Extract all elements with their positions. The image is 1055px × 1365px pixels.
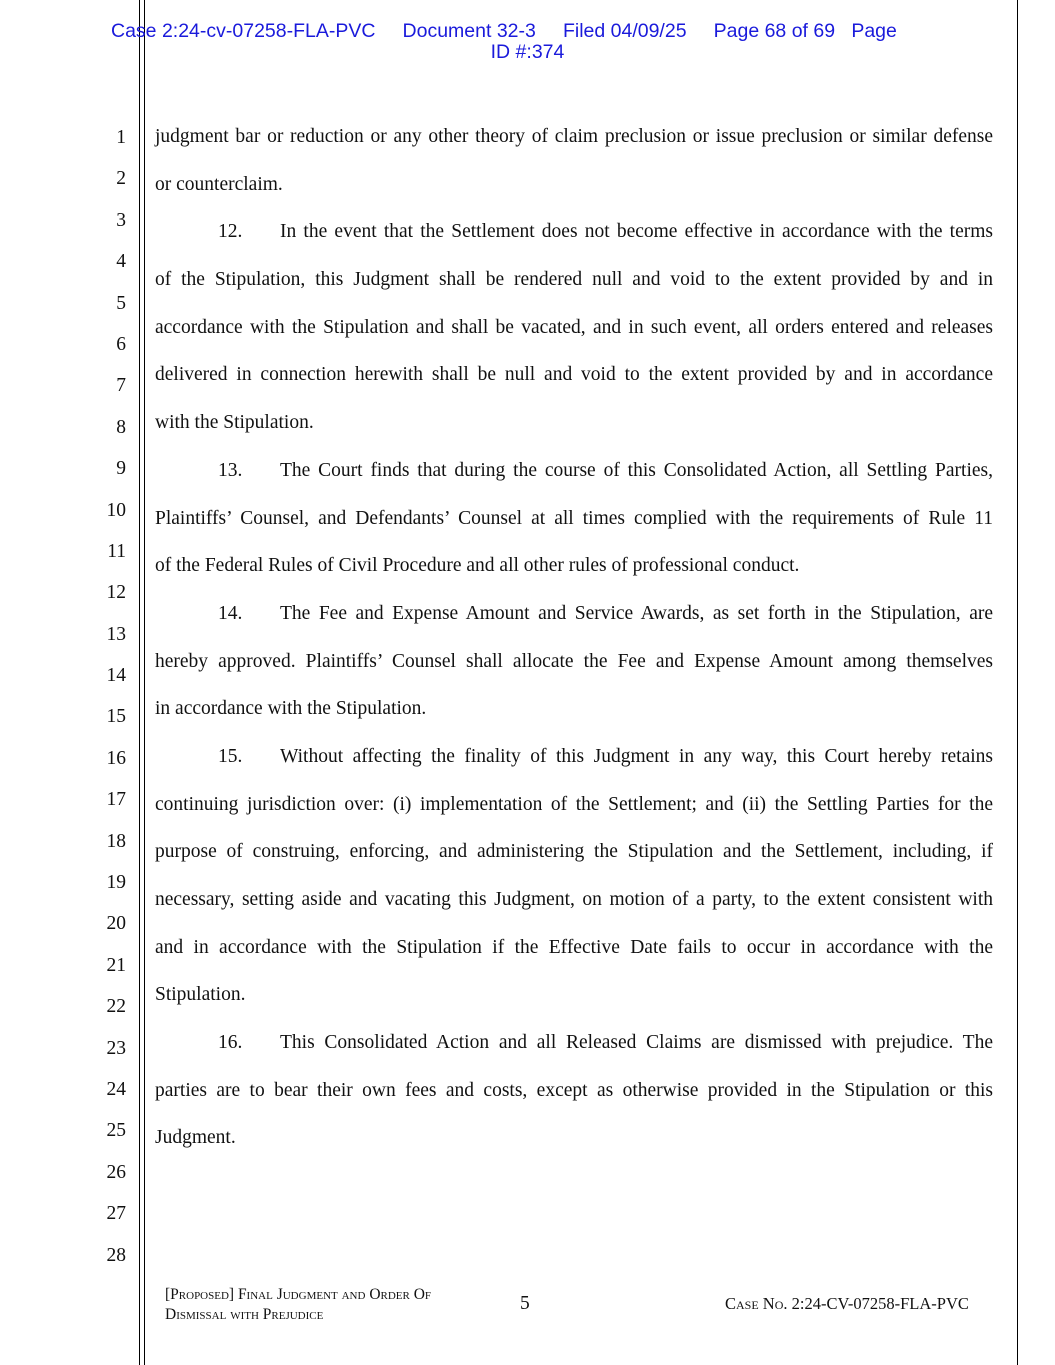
document-body [155, 113, 993, 1162]
line-number: 3 [116, 209, 126, 231]
body-text: The Court finds that during the course of this Consolidated Action, all Settling Parties, [280, 459, 993, 481]
paragraph-16-first-line [155, 1019, 993, 1067]
line-number: 1 [116, 127, 126, 148]
body-text: Without affecting the finality of this Judgment in any way, this Court hereby retains [280, 745, 993, 767]
line-number: 4 [116, 251, 126, 273]
body-text: In the event that the Settlement does not become effective in accordance with the terms [280, 221, 993, 243]
body-line: purpose of construing, enforcing, and administering the Stipulation and the Settlement, including, if [155, 841, 993, 863]
paragraph-12-first-line [155, 208, 993, 256]
line-number: 8 [116, 416, 126, 438]
line-number: 19 [106, 872, 126, 894]
line-number: 16 [106, 747, 126, 769]
paragraph-number: 13. [218, 459, 243, 481]
body-line: or counterclaim. [155, 173, 283, 195]
body-text: This Consolidated Action and all Released Claims are dismissed with prejudice. The [280, 1032, 993, 1054]
body-line: continuing jurisdiction over: (i) implementation of the Settlement; and (ii) the Settling Parties for the [155, 793, 993, 815]
footer-document-title [165, 1285, 431, 1325]
paragraph-number: 15. [218, 745, 243, 767]
line-number: 6 [116, 333, 126, 355]
footer-title-line: Dismissal with Prejudice [165, 1306, 324, 1323]
line-number: 11 [107, 540, 126, 562]
line-number: 26 [106, 1161, 126, 1183]
line-number: 2 [116, 168, 126, 190]
body-line: necessary, setting aside and vacating this Judgment, on motion of a party, to the extent consistent with [155, 889, 993, 910]
paragraph-number: 14. [218, 602, 243, 624]
line-number: 21 [106, 954, 126, 976]
body-line: in accordance with the Stipulation. [155, 698, 427, 720]
body-line: Stipulation. [155, 984, 246, 1006]
line-number: 27 [106, 1203, 126, 1225]
paragraph-14-first-line [155, 590, 993, 638]
body-line: of the Federal Rules of Civil Procedure and all other rules of professional conduct. [155, 555, 800, 577]
line-number: 12 [106, 582, 126, 604]
paragraph-15-first-line [155, 733, 993, 781]
paragraph-13-first-line [155, 447, 993, 495]
body-line: and in accordance with the Stipulation if the Effective Date fails to occur in accordance with the [155, 936, 993, 958]
paragraph-number: 12. [218, 221, 243, 243]
line-number: 10 [106, 499, 126, 521]
left-margin-rule-inner [144, 0, 145, 1365]
body-line: delivered in connection herewith shall be null and void to the extent provided by and in accordance [155, 364, 993, 386]
line-number: 22 [106, 996, 126, 1018]
line-number: 23 [106, 1037, 126, 1059]
line-number: 28 [106, 1244, 126, 1266]
line-number: 9 [116, 458, 126, 480]
line-number: 24 [106, 1078, 126, 1100]
footer-page-number: 5 [520, 1293, 530, 1314]
body-line: Plaintiffs’ Counsel, and Defendants’ Counsel at all times complied with the requirements of Rule 11 [155, 507, 993, 529]
body-line: Judgment. [155, 1127, 236, 1149]
line-number: 14 [106, 665, 126, 687]
body-line: parties are to bear their own fees and costs, except as otherwise provided in the Stipulation or this [155, 1079, 993, 1101]
body-text: The Fee and Expense Amount and Service Awards, as set forth in the Stipulation, are [280, 602, 993, 624]
line-numbers [96, 117, 126, 1276]
line-number: 17 [106, 789, 126, 811]
body-line: hereby approved. Plaintiffs’ Counsel shall allocate the Fee and Expense Amount among themselves [155, 650, 993, 672]
body-line: of the Stipulation, this Judgment shall be rendered null and void to the extent provided by and in [155, 269, 993, 291]
footer-title-line: [Proposed] Final Judgment and Order Of [165, 1286, 432, 1303]
body-line: with the Stipulation. [155, 412, 314, 434]
right-margin-rule [1017, 0, 1018, 1365]
line-number: 7 [116, 375, 126, 397]
line-number: 25 [106, 1120, 126, 1142]
paragraph-number: 16. [218, 1032, 243, 1054]
filing-header-line2: ID #:374 [490, 41, 565, 63]
line-number: 13 [106, 623, 126, 645]
footer-case-number: Case No. 2:24-CV-07258-FLA-PVC [725, 1294, 969, 1313]
body-line: judgment bar or reduction or any other theory of claim preclusion or issue preclusion or similar defense [155, 126, 993, 147]
line-number: 5 [116, 292, 126, 314]
filing-header-line1: Case 2:24-cv-07258-FLA-PVC Document 32-3 Filed 04/09/25 Page 68 of 69 Page [111, 20, 897, 42]
line-number: 20 [106, 913, 126, 935]
left-margin-rule-outer [139, 0, 140, 1365]
line-number: 15 [106, 706, 126, 728]
line-number: 18 [106, 830, 126, 852]
body-line: accordance with the Stipulation and shall be vacated, and in such event, all orders entered and releases [155, 316, 993, 338]
